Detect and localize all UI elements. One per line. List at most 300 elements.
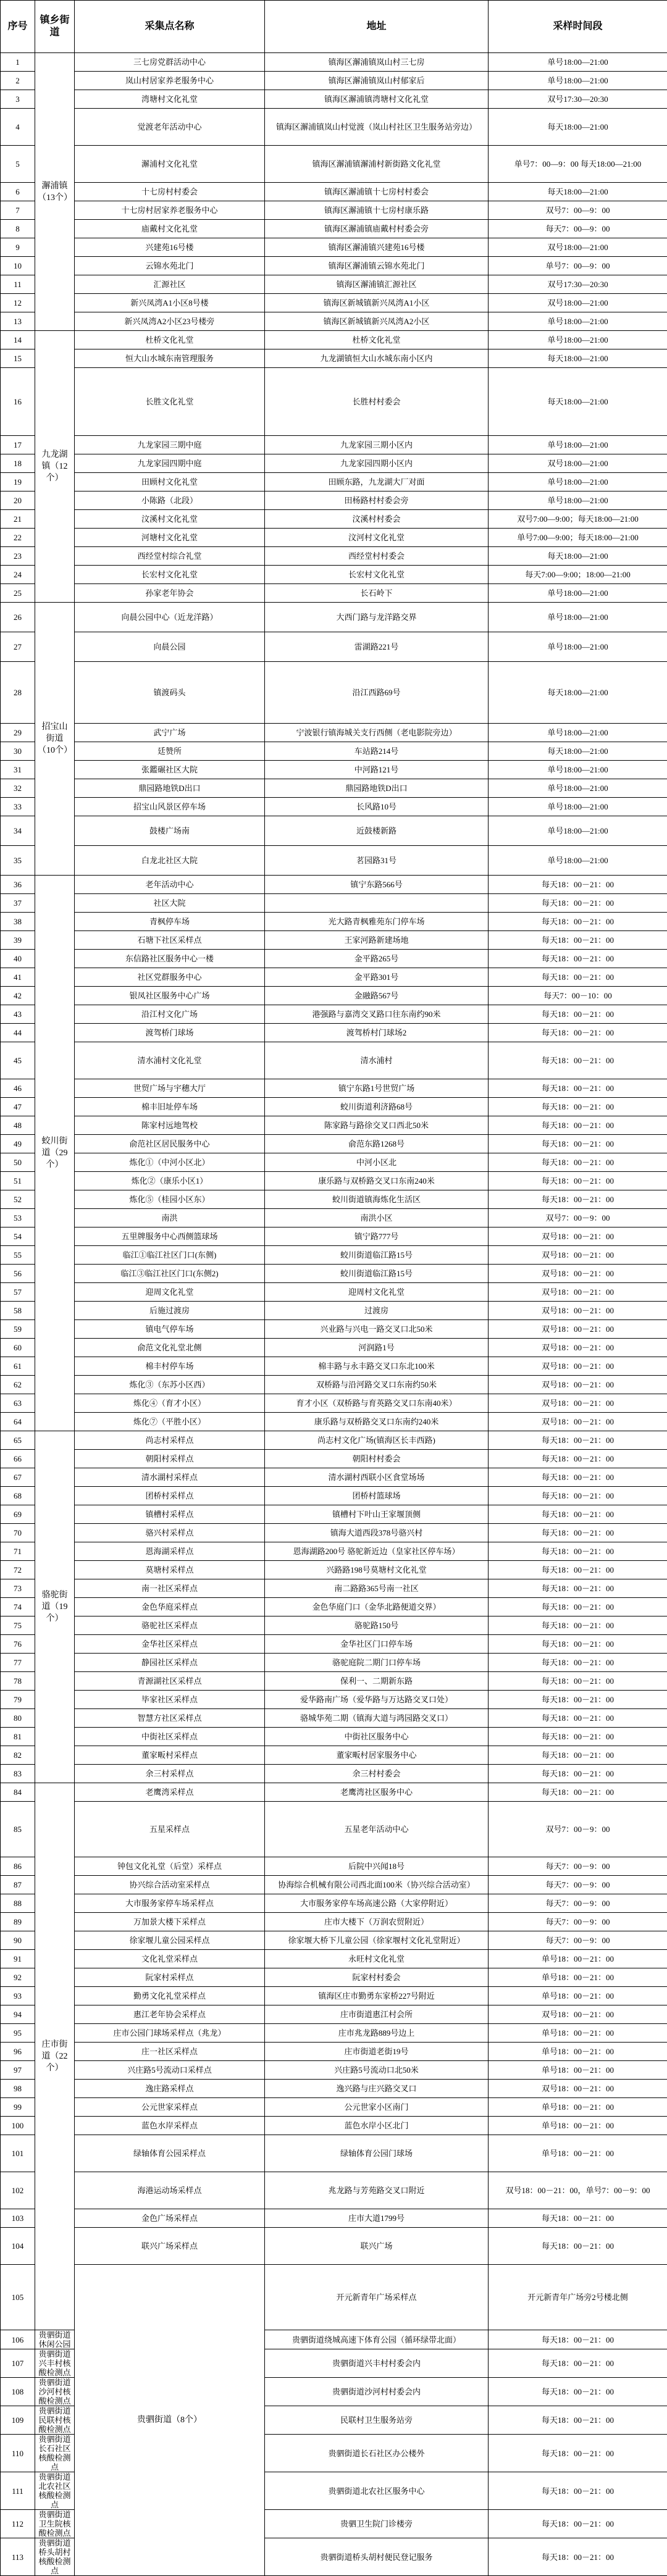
sampling-point-name: 骆驼社区采样点 <box>75 1616 265 1635</box>
table-row <box>1 761 667 779</box>
table-row <box>1 1709 667 1728</box>
sampling-point-name: 清水湖村采样点 <box>75 1468 265 1487</box>
sampling-point-name: 毕家社区采样点 <box>75 1691 265 1709</box>
sampling-time: 双号18：00－21：00 <box>489 1413 667 1431</box>
row-number: 76 <box>1 1635 35 1654</box>
table-row <box>1 1876 667 1894</box>
sampling-time: 每天7：00－9：00 <box>489 1931 667 1950</box>
sampling-address: 车站路214号 <box>265 742 489 761</box>
row-number: 41 <box>1 968 35 987</box>
sampling-point-name: 贵驷街道兴丰村核酸检测点 <box>35 2349 75 2378</box>
sampling-point-name: 十七房村村委会 <box>75 183 265 201</box>
sampling-point-name: 鼎园路地铁D出口 <box>75 779 265 798</box>
sampling-time: 双号7：00－9：00 <box>489 1802 667 1857</box>
sampling-address: 金融路567号 <box>265 987 489 1005</box>
sampling-point-name: 汶溪村文化礼堂 <box>75 510 265 529</box>
sampling-point-name: 向晨公园中心（近龙洋路） <box>75 603 265 632</box>
sampling-point-name: 社区大院 <box>75 894 265 913</box>
row-number: 78 <box>1 1672 35 1691</box>
sampling-time: 每天18:00—21:00 <box>489 349 667 368</box>
sampling-point-name: 招宝山风景区停车场 <box>75 798 265 816</box>
sampling-point-name: 廷赞所 <box>75 742 265 761</box>
sampling-point-name: 清水浦村文化礼堂 <box>75 1042 265 1079</box>
sampling-time: 单号18:00—21:00 <box>489 798 667 816</box>
table-row <box>1 1746 667 1765</box>
row-number: 72 <box>1 1561 35 1579</box>
row-number: 62 <box>1 1376 35 1394</box>
table-row <box>1 1579 667 1598</box>
sampling-address: 杜桥文化礼堂 <box>265 331 489 349</box>
sampling-time: 每天18：00－21：00 <box>489 1487 667 1505</box>
street-cell: 澥浦镇（13个） <box>35 53 75 331</box>
table-row <box>1 2172 667 2209</box>
table-row <box>1 742 667 761</box>
table-row <box>1 72 667 90</box>
table-row <box>1 1209 667 1227</box>
sampling-address: 金色华庭门口（金华北路便道交界） <box>265 1598 489 1616</box>
row-number: 6 <box>1 183 35 201</box>
row-number: 85 <box>1 1802 35 1857</box>
sampling-address: 镇宁东路566号 <box>265 876 489 894</box>
row-number: 84 <box>1 1783 35 1802</box>
row-number: 57 <box>1 1283 35 1302</box>
sampling-time: 单号7：00—9：00 每天18:00—21:00 <box>489 146 667 183</box>
table-row <box>1 1098 667 1116</box>
table-row <box>1 1302 667 1320</box>
sampling-point-name: 联兴广场采样点 <box>75 2228 265 2265</box>
sampling-time: 每天18：00－21：00 <box>489 2378 667 2406</box>
sampling-address: 清水湖村西联小区食堂场场 <box>265 1468 489 1487</box>
sampling-point-name: 临江①临江社区门口(东侧) <box>75 1246 265 1265</box>
row-number: 35 <box>1 846 35 876</box>
sampling-time: 每天18：00－21：00 <box>489 1116 667 1135</box>
sampling-time: 双号18：00－21：00 <box>489 1302 667 1320</box>
sampling-address: 南二路路365号南一社区 <box>265 1579 489 1598</box>
table-row <box>1 220 667 238</box>
table-row <box>1 1542 667 1561</box>
table-row <box>1 1635 667 1654</box>
sampling-point-name: 岚山村居家养老服务中心 <box>75 72 265 90</box>
sampling-point-name: 贵驷街道休闲公园 <box>35 2330 75 2349</box>
sampling-point-name: 青枫停车场 <box>75 913 265 931</box>
sampling-time: 双号18：00－21：00 <box>489 1339 667 1357</box>
sampling-point-name: 尚志村采样点 <box>75 1431 265 1450</box>
sampling-time: 每天18：00－21：00 <box>489 2472 667 2510</box>
sampling-address: 贵驷街道兴丰村村委会内 <box>265 2349 489 2378</box>
sampling-point-name: 庄一社区采样点 <box>75 2043 265 2061</box>
table-row <box>1 987 667 1005</box>
row-number: 79 <box>1 1691 35 1709</box>
sampling-point-name: 棉丰旧址停车场 <box>75 1098 265 1116</box>
sampling-address: 董家畈村居家服务中心 <box>265 1746 489 1765</box>
sampling-address: 迎周村文化礼堂 <box>265 1283 489 1302</box>
sampling-point-name: 兴建苑16号楼 <box>75 238 265 257</box>
header-point: 采集点名称 <box>75 1 265 53</box>
table-row <box>1 1024 667 1042</box>
table-row <box>1 1783 667 1802</box>
sampling-time: 每天18：00－21：00 <box>489 1635 667 1654</box>
sampling-address: 南洪小区 <box>265 1209 489 1227</box>
row-number: 66 <box>1 1450 35 1468</box>
sampling-time: 每天18：00－21：00 <box>489 876 667 894</box>
row-number: 65 <box>1 1431 35 1450</box>
sampling-point-name: 镇槽村采样点 <box>75 1505 265 1524</box>
sampling-point-name: 贵驷街道沙河村核酸检测点 <box>35 2378 75 2406</box>
sampling-address: 镇海区澥浦镇兴建苑16号楼 <box>265 238 489 257</box>
sampling-time: 每天18：00－21：00 <box>489 1042 667 1079</box>
sampling-address: 兆龙路与芳苑路交叉口附近 <box>265 2172 489 2209</box>
sampling-point-name: 老年活动中心 <box>75 876 265 894</box>
sampling-time: 单号18：00－21：00 <box>489 2024 667 2043</box>
sampling-address: 长石岭下 <box>265 584 489 603</box>
sampling-time: 单号18：00－21：00 <box>489 2117 667 2135</box>
sampling-time: 双号18:00—21:00 <box>489 238 667 257</box>
sampling-time: 每天7：00－10：00 <box>489 987 667 1005</box>
row-number: 54 <box>1 1227 35 1246</box>
table-row <box>1 798 667 816</box>
row-number: 75 <box>1 1616 35 1635</box>
sampling-point-name: 青源湖社区采样点 <box>75 1672 265 1691</box>
table-row <box>1 1894 667 1913</box>
table-row <box>1 632 667 662</box>
table-row <box>1 1857 667 1876</box>
sampling-time: 单号18:00—21:00 <box>489 632 667 662</box>
header-street: 镇乡街道 <box>35 1 75 53</box>
table-row <box>1 1153 667 1172</box>
row-number: 22 <box>1 529 35 547</box>
row-number: 105 <box>1 2265 35 2330</box>
street-cell: 九龙湖镇（12个） <box>35 331 75 603</box>
row-number: 42 <box>1 987 35 1005</box>
sampling-address: 田杨路村村委会旁 <box>265 491 489 510</box>
sampling-address: 茗园路31号 <box>265 846 489 876</box>
table-row <box>1 201 667 220</box>
row-number: 51 <box>1 1172 35 1190</box>
sampling-address: 长风路10号 <box>265 798 489 816</box>
table-row <box>1 1802 667 1857</box>
sampling-time: 每天18：00－21：00 <box>489 1079 667 1098</box>
table-row <box>1 331 667 349</box>
sampling-address: 镇槽村下叶山王家堰顶侧 <box>265 1505 489 1524</box>
sampling-time: 单号18:00—21:00 <box>489 436 667 454</box>
sampling-point-name: 静园社区采样点 <box>75 1654 265 1672</box>
table-row <box>1 1765 667 1783</box>
sampling-address: 九龙家园四期小区内 <box>265 454 489 473</box>
row-number: 13 <box>1 312 35 331</box>
sampling-point-name: 临江③临江社区门口(东侧2) <box>75 1265 265 1283</box>
sampling-time: 双号18：00－21：00 <box>489 1283 667 1302</box>
row-number: 74 <box>1 1598 35 1616</box>
sampling-address: 港强路与嘉湾交叉路口往东南约90米 <box>265 1005 489 1024</box>
sampling-time: 每天7：00－9：00 <box>489 1913 667 1931</box>
sampling-point-name: 恩海湖采样点 <box>75 1542 265 1561</box>
sampling-address: 阮家村村委会 <box>265 1968 489 1987</box>
row-number: 86 <box>1 1857 35 1876</box>
table-row <box>1 312 667 331</box>
sampling-point-name: 汇源社区 <box>75 275 265 294</box>
sampling-point-name: 小陈路（北段） <box>75 491 265 510</box>
row-number: 95 <box>1 2024 35 2043</box>
row-number: 80 <box>1 1709 35 1728</box>
row-number: 88 <box>1 1894 35 1913</box>
sampling-point-name: 南一社区采样点 <box>75 1579 265 1598</box>
sampling-address: 联兴广场 <box>265 2228 489 2265</box>
sampling-time: 每天7：00－9：00 <box>489 1857 667 1876</box>
sampling-time: 每天18：00－21：00 <box>489 1672 667 1691</box>
sampling-point-name: 老鹰湾采样点 <box>75 1783 265 1802</box>
header-address: 地址 <box>265 1 489 53</box>
table-row <box>1 109 667 146</box>
sampling-address: 田顾东路，九龙湖大厂对面 <box>265 473 489 491</box>
sampling-address: 贵驷街道长石社区办公楼外 <box>265 2435 489 2472</box>
sampling-address: 棉丰路与永丰路交叉口东北100米 <box>265 1357 489 1376</box>
table-row <box>1 1357 667 1376</box>
sampling-point-name: 鼓楼广场南 <box>75 816 265 846</box>
table-row <box>1 90 667 109</box>
sampling-point-name: 炼化③（东苏小区西） <box>75 1376 265 1394</box>
table-row <box>1 894 667 913</box>
sampling-time: 每天18：00－21：00 <box>489 1561 667 1579</box>
table-row <box>1 876 667 894</box>
table-row <box>1 1172 667 1190</box>
sampling-time: 每天18：00－21：00 <box>489 2435 667 2472</box>
sampling-time: 每天18：00－21：00 <box>489 1746 667 1765</box>
sampling-time: 单号18:00—21:00 <box>489 779 667 798</box>
sampling-point-name: 银凤社区服务中心广场 <box>75 987 265 1005</box>
sampling-point-name: 镇电气停车场 <box>75 1320 265 1339</box>
table-row <box>1 950 667 968</box>
sampling-address: 中街社区服务中心 <box>265 1728 489 1746</box>
sampling-address: 俞范东路1268号 <box>265 1135 489 1153</box>
row-number: 92 <box>1 1968 35 1987</box>
sampling-time: 每天18：00－21：00 <box>489 2209 667 2228</box>
sampling-time: 单号18：00－21：00 <box>489 2098 667 2117</box>
sampling-point-name: 沿江村文化广场 <box>75 1005 265 1024</box>
sampling-point-name: 南洪 <box>75 1209 265 1227</box>
sampling-address: 镇海区新城镇新兴凤湾A2小区 <box>265 312 489 331</box>
sampling-address: 金华社区门口停车场 <box>265 1635 489 1654</box>
row-number: 49 <box>1 1135 35 1153</box>
row-number: 19 <box>1 473 35 491</box>
sampling-address: 陈家路与路徐交叉口西北50米 <box>265 1116 489 1135</box>
sampling-time: 单号18:00—21:00 <box>489 72 667 90</box>
sampling-address: 庄市大楼下（万润农贸附近） <box>265 1913 489 1931</box>
table-row <box>1 2265 667 2330</box>
table-row <box>1 1265 667 1283</box>
sampling-point-name: 贵驷街道北农社区核酸检测点 <box>35 2472 75 2510</box>
sampling-point-name: 金色华庭采样点 <box>75 1598 265 1616</box>
sampling-point-name: 蓝色水岸采样点 <box>75 2117 265 2135</box>
sampling-point-name: 徐家堰儿童公园采样点 <box>75 1931 265 1950</box>
sampling-time: 单号7:00—9:00；每天18:00—21:00 <box>489 529 667 547</box>
sampling-time: 每天7：00－9：00 <box>489 1876 667 1894</box>
row-number: 111 <box>1 2472 35 2510</box>
sampling-address: 镇宁路777号 <box>265 1227 489 1246</box>
sampling-point-name: 澥浦村文化礼堂 <box>75 146 265 183</box>
table-row <box>1 2024 667 2043</box>
sampling-time: 单号7：00—9：00 <box>489 257 667 275</box>
sampling-address: 镇海区澥浦镇岚山村三七房 <box>265 53 489 72</box>
sampling-point-name: 五星采样点 <box>75 1802 265 1857</box>
sampling-address: 保利一、二期新东路 <box>265 1672 489 1691</box>
sampling-time: 每天18：00－21：00 <box>489 1190 667 1209</box>
header-no: 序号 <box>1 1 35 53</box>
sampling-address: 西经堂村村委会 <box>265 547 489 566</box>
row-number: 45 <box>1 1042 35 1079</box>
sampling-time: 单号18:00—21:00 <box>489 603 667 632</box>
sampling-address: 公元世家小区南门 <box>265 2098 489 2117</box>
sampling-point-name: 向晨公园 <box>75 632 265 662</box>
sampling-time: 双号18：00－21：00 <box>489 1320 667 1339</box>
sampling-address: 双桥路与沿河路交叉口东南约50米 <box>265 1376 489 1394</box>
sampling-address: 大市服务家停车场高速公路（大家停附近） <box>265 1894 489 1913</box>
sampling-time: 每天18：00－21：00 <box>489 950 667 968</box>
row-number: 28 <box>1 662 35 724</box>
row-number: 25 <box>1 584 35 603</box>
sampling-point-name: 阮家村采样点 <box>75 1968 265 1987</box>
sampling-time: 每天18：00－21：00 <box>489 2330 667 2349</box>
sampling-time: 每天18：00－21：00 <box>489 968 667 987</box>
row-number: 8 <box>1 220 35 238</box>
sampling-point-name: 恒大山水城东南管理服务 <box>75 349 265 368</box>
sampling-address: 沿江西路69号 <box>265 662 489 724</box>
sampling-time: 每天18：00－21：00 <box>489 931 667 950</box>
row-number: 43 <box>1 1005 35 1024</box>
sampling-time: 每天18：00－21：00 <box>489 2538 667 2576</box>
sampling-point-name: 东信路社区服务中心一楼 <box>75 950 265 968</box>
row-number: 34 <box>1 816 35 846</box>
table-row <box>1 1468 667 1487</box>
sampling-point-name: 棉丰村停车场 <box>75 1357 265 1376</box>
table-row <box>1 1339 667 1357</box>
sampling-point-name: 张鑑碾社区大院 <box>75 761 265 779</box>
sampling-time: 每天18：00－21：00 <box>489 1153 667 1172</box>
row-number: 3 <box>1 90 35 109</box>
row-number: 9 <box>1 238 35 257</box>
sampling-address: 金平路301号 <box>265 968 489 987</box>
table-row <box>1 1413 667 1431</box>
sampling-point-name: 社区党群服务中心 <box>75 968 265 987</box>
row-number: 48 <box>1 1116 35 1135</box>
sampling-address: 兴路路198号莫塘村文化礼堂 <box>265 1561 489 1579</box>
row-number: 73 <box>1 1579 35 1598</box>
sampling-address: 大西门路与龙洋路交界 <box>265 603 489 632</box>
table-row <box>1 454 667 473</box>
row-number: 4 <box>1 109 35 146</box>
sampling-address: 尚志村文化广场(镇海区长丰西路) <box>265 1431 489 1450</box>
row-number: 29 <box>1 724 35 742</box>
sampling-point-name: 团桥村采样点 <box>75 1487 265 1505</box>
row-number: 53 <box>1 1209 35 1227</box>
sampling-address: 老鹰湾社区服务中心 <box>265 1783 489 1802</box>
sampling-point-name: 炼化①（中河小区北） <box>75 1153 265 1172</box>
sampling-time: 每天18：00－21：00 <box>489 1431 667 1450</box>
row-number: 107 <box>1 2349 35 2378</box>
sampling-point-name: 十七房村居家养老服务中心 <box>75 201 265 220</box>
table-row <box>1 2061 667 2080</box>
sampling-time: 每天18：00－21：00 <box>489 2406 667 2435</box>
sampling-address: 蛟川街道利济路68号 <box>265 1098 489 1116</box>
sampling-point-name: 贵驷街道长石社区核酸检测点 <box>35 2435 75 2472</box>
table-row <box>1 510 667 529</box>
sampling-address: 庄市兆龙路889号边上 <box>265 2024 489 2043</box>
row-number: 52 <box>1 1190 35 1209</box>
street-cell: 招宝山街道（10个） <box>35 603 75 876</box>
sampling-point-name: 云锦水苑北门 <box>75 257 265 275</box>
table-row <box>1 662 667 724</box>
sampling-point-name: 惠江老年协会采样点 <box>75 2005 265 2024</box>
row-number: 36 <box>1 876 35 894</box>
sampling-address: 贵驷卫生院门诊楼旁 <box>265 2510 489 2538</box>
sampling-point-name: 朝阳村采样点 <box>75 1450 265 1468</box>
sampling-point-name: 协兴综合活动室采样点 <box>75 1876 265 1894</box>
table-row <box>1 2043 667 2061</box>
sampling-time: 双号18：00－21：00 <box>489 1376 667 1394</box>
sampling-point-name: 智慧方社区采样点 <box>75 1709 265 1728</box>
table-row <box>1 1079 667 1098</box>
sampling-address: 兴庄路5号流动口北50米 <box>265 2061 489 2080</box>
sampling-address: 永旺村文化礼堂 <box>265 1950 489 1968</box>
sampling-time: 单号18：00－21：00 <box>489 2043 667 2061</box>
sampling-time: 每天18：00－21：00 <box>489 1654 667 1672</box>
sampling-address: 九龙家园三期小区内 <box>265 436 489 454</box>
row-number: 55 <box>1 1246 35 1265</box>
sampling-point-name: 杜桥文化礼堂 <box>75 331 265 349</box>
sampling-time: 每天18：00－21：00 <box>489 2349 667 2378</box>
sampling-time: 单号18:00—21:00 <box>489 312 667 331</box>
sampling-time: 每天18：00－21：00 <box>489 1005 667 1024</box>
sampling-address: 镇海区澥浦镇庙戴村村委会旁 <box>265 220 489 238</box>
table-row <box>1 238 667 257</box>
row-number: 58 <box>1 1302 35 1320</box>
sampling-address: 逸兴路与庄兴路交叉口 <box>265 2080 489 2098</box>
sampling-time: 双号17:30—20:30 <box>489 90 667 109</box>
sampling-address: 河润路1号 <box>265 1339 489 1357</box>
sampling-point-name: 白龙北社区大院 <box>75 846 265 876</box>
row-number: 68 <box>1 1487 35 1505</box>
sampling-time: 双号17:30—20:30 <box>489 275 667 294</box>
sampling-point-name: 海港运动场采样点 <box>75 2172 265 2209</box>
row-number: 109 <box>1 2406 35 2435</box>
sampling-address: 蛟川街道临江路15号 <box>265 1265 489 1283</box>
sampling-point-name: 五里牌服务中心西侧篮球场 <box>75 1227 265 1246</box>
sampling-point-name: 大市服务家停车场采样点 <box>75 1894 265 1913</box>
row-number: 37 <box>1 894 35 913</box>
sampling-point-name: 金色广场采样点 <box>75 2209 265 2228</box>
sampling-point-name: 中街社区采样点 <box>75 1728 265 1746</box>
sampling-address: 镇海区澥浦镇澥浦村新街路文化礼堂 <box>265 146 489 183</box>
sampling-time: 双号18：00－21：00 <box>489 1246 667 1265</box>
sampling-address: 镇海区澥浦镇十七房村康乐路 <box>265 201 489 220</box>
row-number: 89 <box>1 1913 35 1931</box>
sampling-address: 骆城华苑二期（镇海大道与鸿园路交叉口） <box>265 1709 489 1728</box>
row-number: 56 <box>1 1265 35 1283</box>
table-row <box>1 1394 667 1413</box>
sampling-point-name: 西经堂村综合礼堂 <box>75 547 265 566</box>
table-row <box>1 1227 667 1246</box>
sampling-time: 每天7:00—9:00；18:00—21:00 <box>489 566 667 584</box>
street-cell: 庄市街道（22个） <box>35 1783 75 2330</box>
row-number: 94 <box>1 2005 35 2024</box>
sampling-address: 渡驾桥村门球场2 <box>265 1024 489 1042</box>
row-number: 50 <box>1 1153 35 1172</box>
row-number: 2 <box>1 72 35 90</box>
row-number: 20 <box>1 491 35 510</box>
table-row <box>1 1654 667 1672</box>
sampling-time: 双号7：00—9：00 <box>489 201 667 220</box>
sampling-point-name: 贵驷街道桥头胡村核酸检测点 <box>35 2538 75 2576</box>
sampling-point-name: 万加景大楼下采样点 <box>75 1913 265 1931</box>
